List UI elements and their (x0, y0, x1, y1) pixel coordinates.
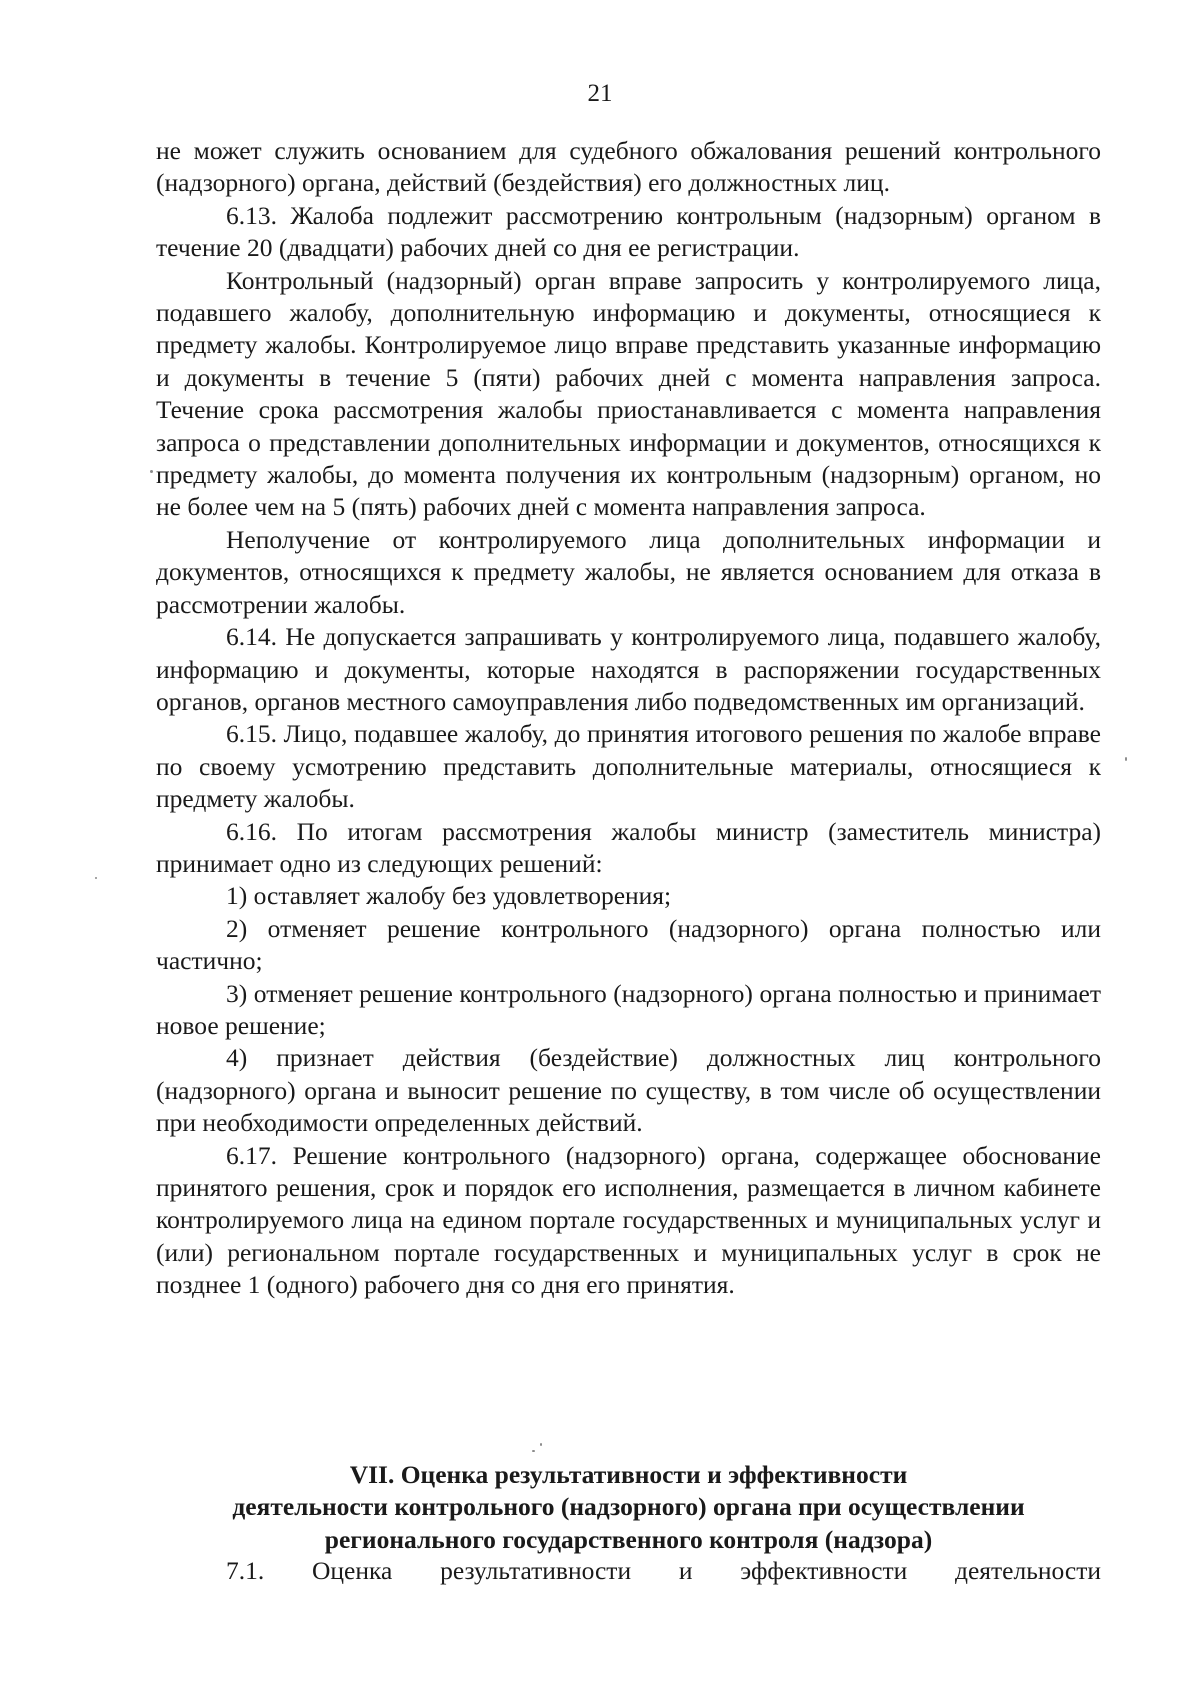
section-heading-line-3: регионального государственного контроля (надзора) (324, 1524, 933, 1554)
page-number: 21 (587, 80, 613, 107)
scan-speck (150, 470, 153, 473)
paragraph-7-1: 7.1. Оценка результативности и эффективности деятельности (226, 1556, 1101, 1585)
list-item-4: 4) признает действия (бездействие) должностных лиц контрольного (надзорного) органа и выносит решение по существу, в том числе об осуществлении при необходимости определенных действий. (156, 1043, 1101, 1138)
list-item-2: 2) отменяет решение контрольного (надзорного) органа полностью или частично; (156, 913, 1101, 976)
body-text (156, 135, 1101, 1302)
paragraph-6-15: 6.15. Лицо, подавшее жалобу, до принятия итогового решения по жалобе вправе по своему усмотрению представить дополнительные материалы, относящиеся к предмету жалобы. (156, 719, 1101, 814)
paragraph-6-14: 6.14. Не допускается запрашивать у контролируемого лица, подавшего жалобу, информацию и документы, которые находятся в распоряжении государственных органов, органов местного самоуправления либо подведомственных им организаций. (156, 622, 1101, 716)
scan-speck (1125, 757, 1127, 761)
section-heading (156, 1459, 1101, 1556)
section-heading-line-1: VII. Оценка результативности и эффективности (349, 1460, 908, 1489)
paragraph-6-13: 6.13. Жалоба подлежит рассмотрению контрольным (надзорным) органом в течение 20 (двадцати) рабочих дней со дня ее регистрации. (156, 200, 1101, 263)
paragraph-6-16: 6.16. По итогам рассмотрения жалобы министр (заместитель министра) принимает одно из следующих решений: (156, 816, 1101, 878)
scan-speck (532, 1450, 535, 1452)
list-item-1: 1) оставляет жалобу без удовлетворения; (226, 881, 672, 911)
paragraph-6-17: 6.17. Решение контрольного (надзорного) органа, содержащее обоснование принятого решения, срок и порядок его исполнения, размещается в личном кабинете контролируемого лица на едином портале государственных и муниципальных услуг и (или) региональном портале государственных и муниципальных услуг в срок не позднее 1 (одного) рабочего дня со дня его принятия. (156, 1140, 1101, 1300)
scan-speck (95, 877, 97, 879)
paragraph-continuation: не может служить основанием для судебного обжалования решений контрольного (надзорного) органа, действий (бездействия) его должностных лиц. (156, 136, 1101, 198)
section-heading-line-2: деятельности контрольного (надзорного) органа при осуществлении (232, 1492, 1025, 1522)
paragraph-non-receipt: Неполучение от контролируемого лица дополнительных информации и документов, относящихся к предмету жалобы, не является основанием для отказа в рассмотрении жалобы. (156, 524, 1101, 619)
scan-speck (540, 1443, 542, 1446)
list-item-3: 3) отменяет решение контрольного (надзорного) органа полностью и принимает новое решение; (156, 978, 1101, 1040)
paragraph-request-info: Контрольный (надзорный) орган вправе запросить у контролируемого лица, подавшего жалобу, дополнительную информацию и документы, относящиеся к предмету жалобы. Контролируемое лицо вправе представить указанные информацию и документы в течение 5 (пяти) рабочих дней с момента направления запроса. Течение срока рассмотрения жалобы приостанавливается с момента направления запроса о представлении дополнительных информации и документов, относящихся к предмету жалобы, до момента получения их контрольным (надзорным) органом, но не более чем на 5 (пять) рабочих дней с момента направления запроса. (156, 265, 1101, 522)
